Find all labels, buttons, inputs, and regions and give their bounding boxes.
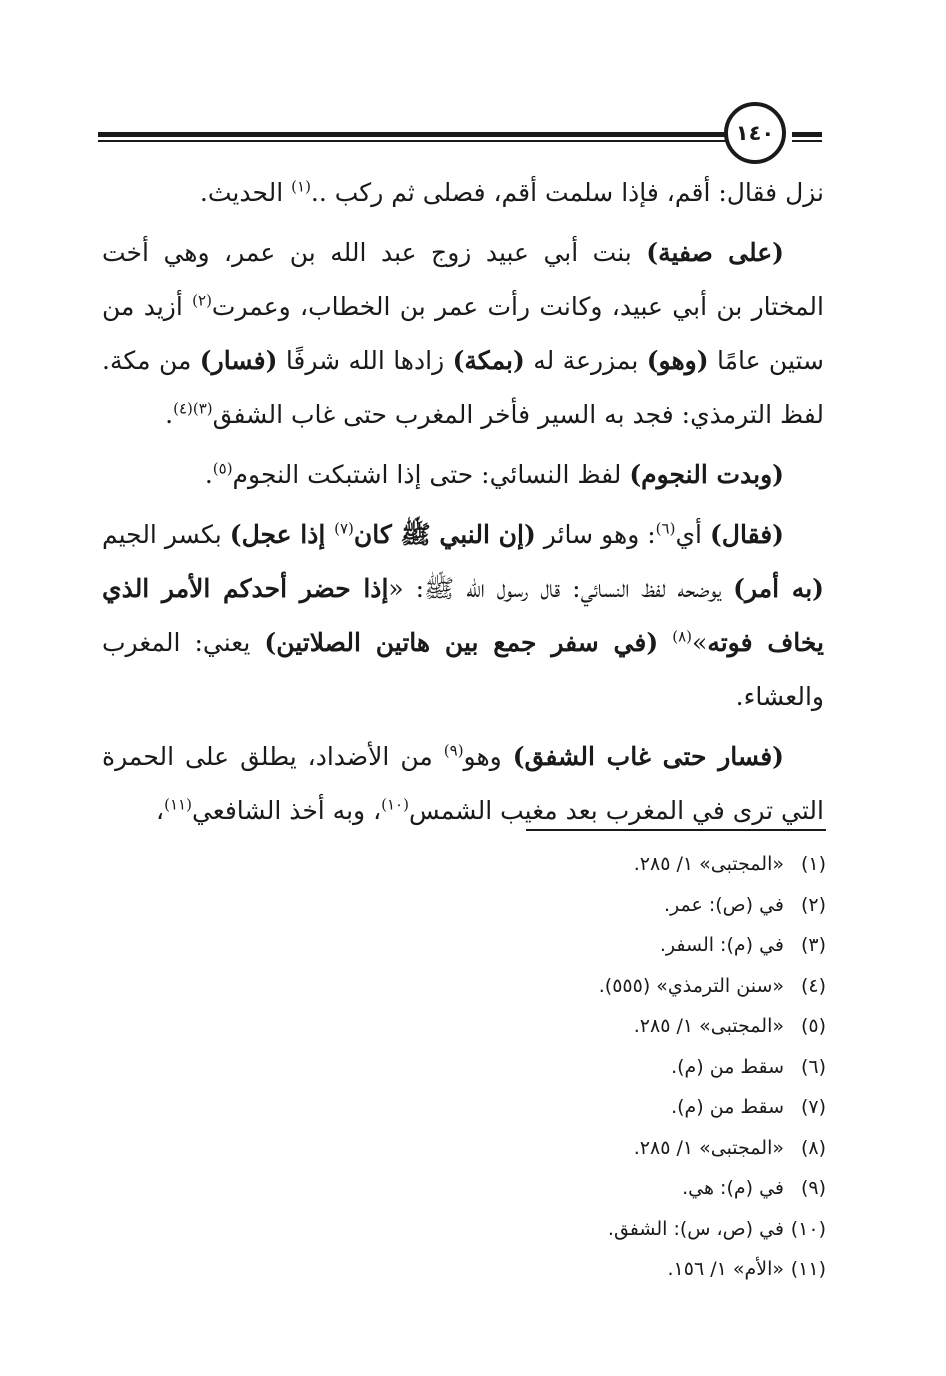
header-rule-thin [98,140,728,142]
footnote-item [226,1249,826,1290]
footnote-number: (٣) [800,934,826,956]
footnote-item [226,1087,826,1128]
footnote-reference: (٦) [655,519,676,538]
matn-quote: (وهو) [646,346,709,375]
footnote-reference: (٨) [672,627,693,646]
main-body-text [102,166,824,844]
commentary-text: . [204,460,213,489]
footnote-text: «المجتبى» ١/ ٢٨٥. [633,1136,784,1159]
commentary-text: . [165,400,174,429]
footnote-reference: (٢) [192,291,212,310]
matn-quote: (فسار) [199,346,278,375]
footnote-text: «المجتبى» ١/ ٢٨٥. [633,1015,784,1037]
footnote-number: (١٠) [790,1217,826,1240]
footnote-item [226,885,826,926]
footnote-number: (٢) [800,893,826,916]
commentary-text: يوضحه لفظ النسائي: قال رسول الله ﷺ: « [388,574,734,603]
footnote-item [226,1006,826,1047]
commentary-text: يعني: المغرب والعشاء. [102,628,824,711]
header-rule-thick [98,132,728,137]
commentary-text: بمزرعة له [524,346,647,375]
commentary-text: لفظ النسائي: حتى إذا اشتبكت النجوم [232,460,630,489]
commentary-text: الحديث. [199,178,292,207]
commentary-text: » [692,628,708,657]
page-header [0,98,946,168]
footnote-text: «الأم» ١/ ١٥٦. [667,1258,784,1280]
matn-quote: (به أمر) [733,574,824,603]
commentary-text: ، [156,796,165,825]
footnote-reference: (٥) [212,459,233,478]
matn-quote: (فقال) [709,520,785,549]
paragraph [102,226,824,442]
matn-quote: (إن النبي ﷺ كان [353,520,536,549]
footnote-number: (١١) [790,1258,826,1280]
commentary-text: بكسر الجيم [102,520,230,549]
footnote-item [226,1209,826,1250]
footnote-reference: (٧) [334,519,354,538]
footnote-reference: (١٠) [381,795,409,814]
footnote-number: (٥) [800,1015,826,1037]
footnote-text: في (ص، س): الشفق. [607,1217,784,1240]
footnote-text: سقط من (م). [671,1096,784,1118]
commentary-text [658,628,672,657]
paragraph [102,166,824,220]
paragraph [102,448,824,502]
footnote-separator [526,829,826,831]
commentary-text: بنت أبي عبيد زوج عبد الله بن عمر، وهي أخت المختار بن أبي عبيد، وكانت رأت عمر بن الخطاب، وعمرت [102,238,824,321]
footnote-text: «المجتبى» ١/ ٢٨٥. [633,853,784,875]
matn-quote: إذا حضر أحدكم الأمر الذي يخاف فوته [102,574,825,657]
footnote-text: سقط من (م). [671,1055,784,1078]
footnote-number: (٤) [800,974,826,997]
footnote-number: (٨) [800,1136,826,1159]
commentary-text: أي [675,520,710,549]
footnote-item [226,966,826,1007]
footnote-text: «سنن الترمذي» (٥٥٥). [598,974,784,997]
footnote-number: (١) [800,853,826,875]
matn-quote: إذا عجل) [229,520,335,549]
paragraph [102,508,824,724]
commentary-text: : وهو سائر [535,520,656,549]
header-rule-stub-thick [792,132,822,137]
commentary-text: وهو [463,742,513,771]
header-rule-stub-thin [792,140,822,142]
footnote-number: (٧) [800,1096,826,1118]
footnote-text: في (م): هي. [682,1177,784,1199]
footnotes-list [226,844,826,1290]
paragraph [102,730,824,838]
footnote-item [226,1128,826,1169]
commentary-text: أزيد من ستين عامًا [102,292,824,375]
matn-quote: (فسار حتى غاب الشفق) [512,742,784,771]
footnote-reference: (٩) [443,741,464,760]
commentary-text: زادها الله شرفًا [277,346,453,375]
commentary-text: من مكة. لفظ الترمذي: فجد به السير فأخر المغرب حتى غاب الشفق [102,346,824,429]
commentary-text: نزل فقال: أقم، فإذا سلمت أقم، فصلى ثم ركب .. [310,178,824,207]
footnote-reference: (٣)(٤) [173,399,213,418]
footnote-item [226,925,826,966]
footnote-number: (٩) [800,1177,826,1199]
footnote-item [226,1047,826,1088]
footnote-reference: (١١) [164,795,192,814]
matn-quote: (على صفية) [646,238,784,267]
matn-quote: (في سفر جمع بين هاتين الصلاتين) [264,628,659,657]
footnote-text: في (ص): عمر. [663,893,784,916]
footnote-reference: (١) [291,177,311,196]
commentary-text: ، وبه أخذ الشافعي [191,796,382,825]
footnote-item [226,1168,826,1209]
matn-quote: (وبدت النجوم) [629,460,784,489]
commentary-text: من الأضداد، يطلق على الحمرة التي ترى في المغرب بعد مغيب الشمس [102,742,824,825]
page-number: ١٤٠ [724,102,786,164]
footnote-number: (٦) [800,1055,826,1078]
footnote-text: في (م): السفر. [659,934,784,956]
footnote-item [226,844,826,885]
matn-quote: (بمكة) [452,346,525,375]
